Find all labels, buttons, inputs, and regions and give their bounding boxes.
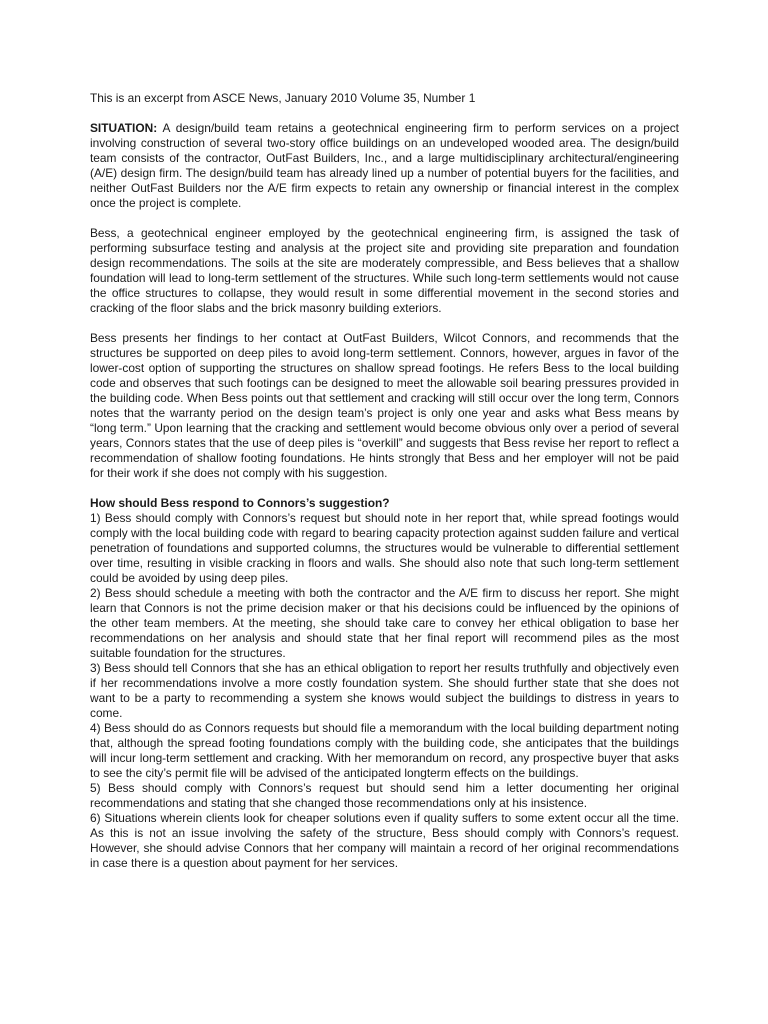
answer-option-5: 5) Bess should comply with Connors’s request but should send him a letter documenting her original recommendations and stating that she changed those recommendations only at his insistence. — [90, 781, 679, 810]
situation-paragraph — [90, 121, 679, 211]
situation-label: SITUATION: — [90, 121, 158, 135]
bess-background-paragraph: Bess, a geotechnical engineer employed by the geotechnical engineering firm, is assigned the task of performing subsurface testing and analysis at the project site and providing site preparation and foundation design recommendations. The soils at the site are moderately compressible, and Bess believes that a shallow foundation will lead to long-term settlement of the structures. While such long-term settlements would not cause the office structures to collapse, they would result in some differential movement in the second stories and cracking of the floor slabs and the brick masonry building exteriors. — [90, 226, 679, 315]
situation-text: A design/build team retains a geotechnical engineering firm to perform services on a project involving construction of several two-story office buildings on an undeveloped wooded area. The design/build team consists of the contractor, OutFast Builders, Inc., and a large multidisciplinary architectural/engineering (A/E) design firm. The design/build team has already lined up a number of potential buyers for the facilities, and neither OutFast Builders nor the A/E firm expects to retain any ownership or financial interest in the complex once the project is complete. — [90, 121, 679, 210]
question-heading: How should Bess respond to Connors’s suggestion? — [90, 496, 390, 510]
answer-option-4: 4) Bess should do as Connors requests but should file a memorandum with the local building department noting that, although the spread footing foundations comply with the building code, she anticipates that the buildings will incur long-term settlement and cracking. With her memorandum on record, any prospective buyer that asks to see the city’s permit file will be advised of the anticipated longterm effects on the buildings. — [90, 721, 679, 780]
connors-argument-paragraph: Bess presents her findings to her contact at OutFast Builders, Wilcot Connors, and recommends that the structures be supported on deep piles to avoid long-term settlement. Connors, however, argues in favor of the lower-cost option of supporting the structures on shallow spread footings. He refers Bess to the local building code and observes that such footings can be designed to meet the allowable soil bearing pressures provided in the building code. When Bess points out that settlement and cracking will still occur over the long term, Connors notes that the warranty period on the design team’s project is only one year and asks what Bess means by “long term.” Upon learning that the cracking and settlement would become obvious only over a period of several years, Connors states that the use of deep piles is “overkill” and suggests that Bess revise her report to reflect a recommendation of shallow footing foundations. He hints strongly that Bess and her employer will not be paid for their work if she does not comply with his suggestion. — [90, 331, 679, 480]
answer-option-6: 6) Situations wherein clients look for cheaper solutions even if quality suffers to some extent occur all the time. As this is not an issue involving the safety of the structure, Bess should comply with Connors’s request. However, she should advise Connors that her company will maintain a record of her original recommendations in case there is a question about payment for her services. — [90, 811, 679, 870]
answer-option-2: 2) Bess should schedule a meeting with both the contractor and the A/E firm to discuss her report. She might learn that Connors is not the prime decision maker or that his decisions could be influenced by the opinions of the other team members. At the meeting, she should take care to convey her ethical obligation to base her recommendations on her analysis and should state that her final report will recommend piles as the most suitable foundation for the structures. — [90, 586, 679, 660]
answer-option-1: 1) Bess should comply with Connors’s request but should note in her report that, while spread footings would comply with the local building code with regard to bearing capacity protection against sudden failure and vertical penetration of foundations and supported columns, the structures would be vulnerable to differential settlement over time, resulting in visible cracking in floors and walls. She should also note that such long-term settlement could be avoided by using deep piles. — [90, 511, 679, 585]
excerpt-source-line: This is an excerpt from ASCE News, January 2010 Volume 35, Number 1 — [90, 91, 476, 105]
document-page — [90, 91, 679, 871]
answer-option-3: 3) Bess should tell Connors that she has an ethical obligation to report her results truthfully and objectively even if her recommendations involve a more costly foundation system. She should further state that she does not want to be a party to recommending a system she knows would subject the buildings to distress in years to come. — [90, 661, 679, 720]
